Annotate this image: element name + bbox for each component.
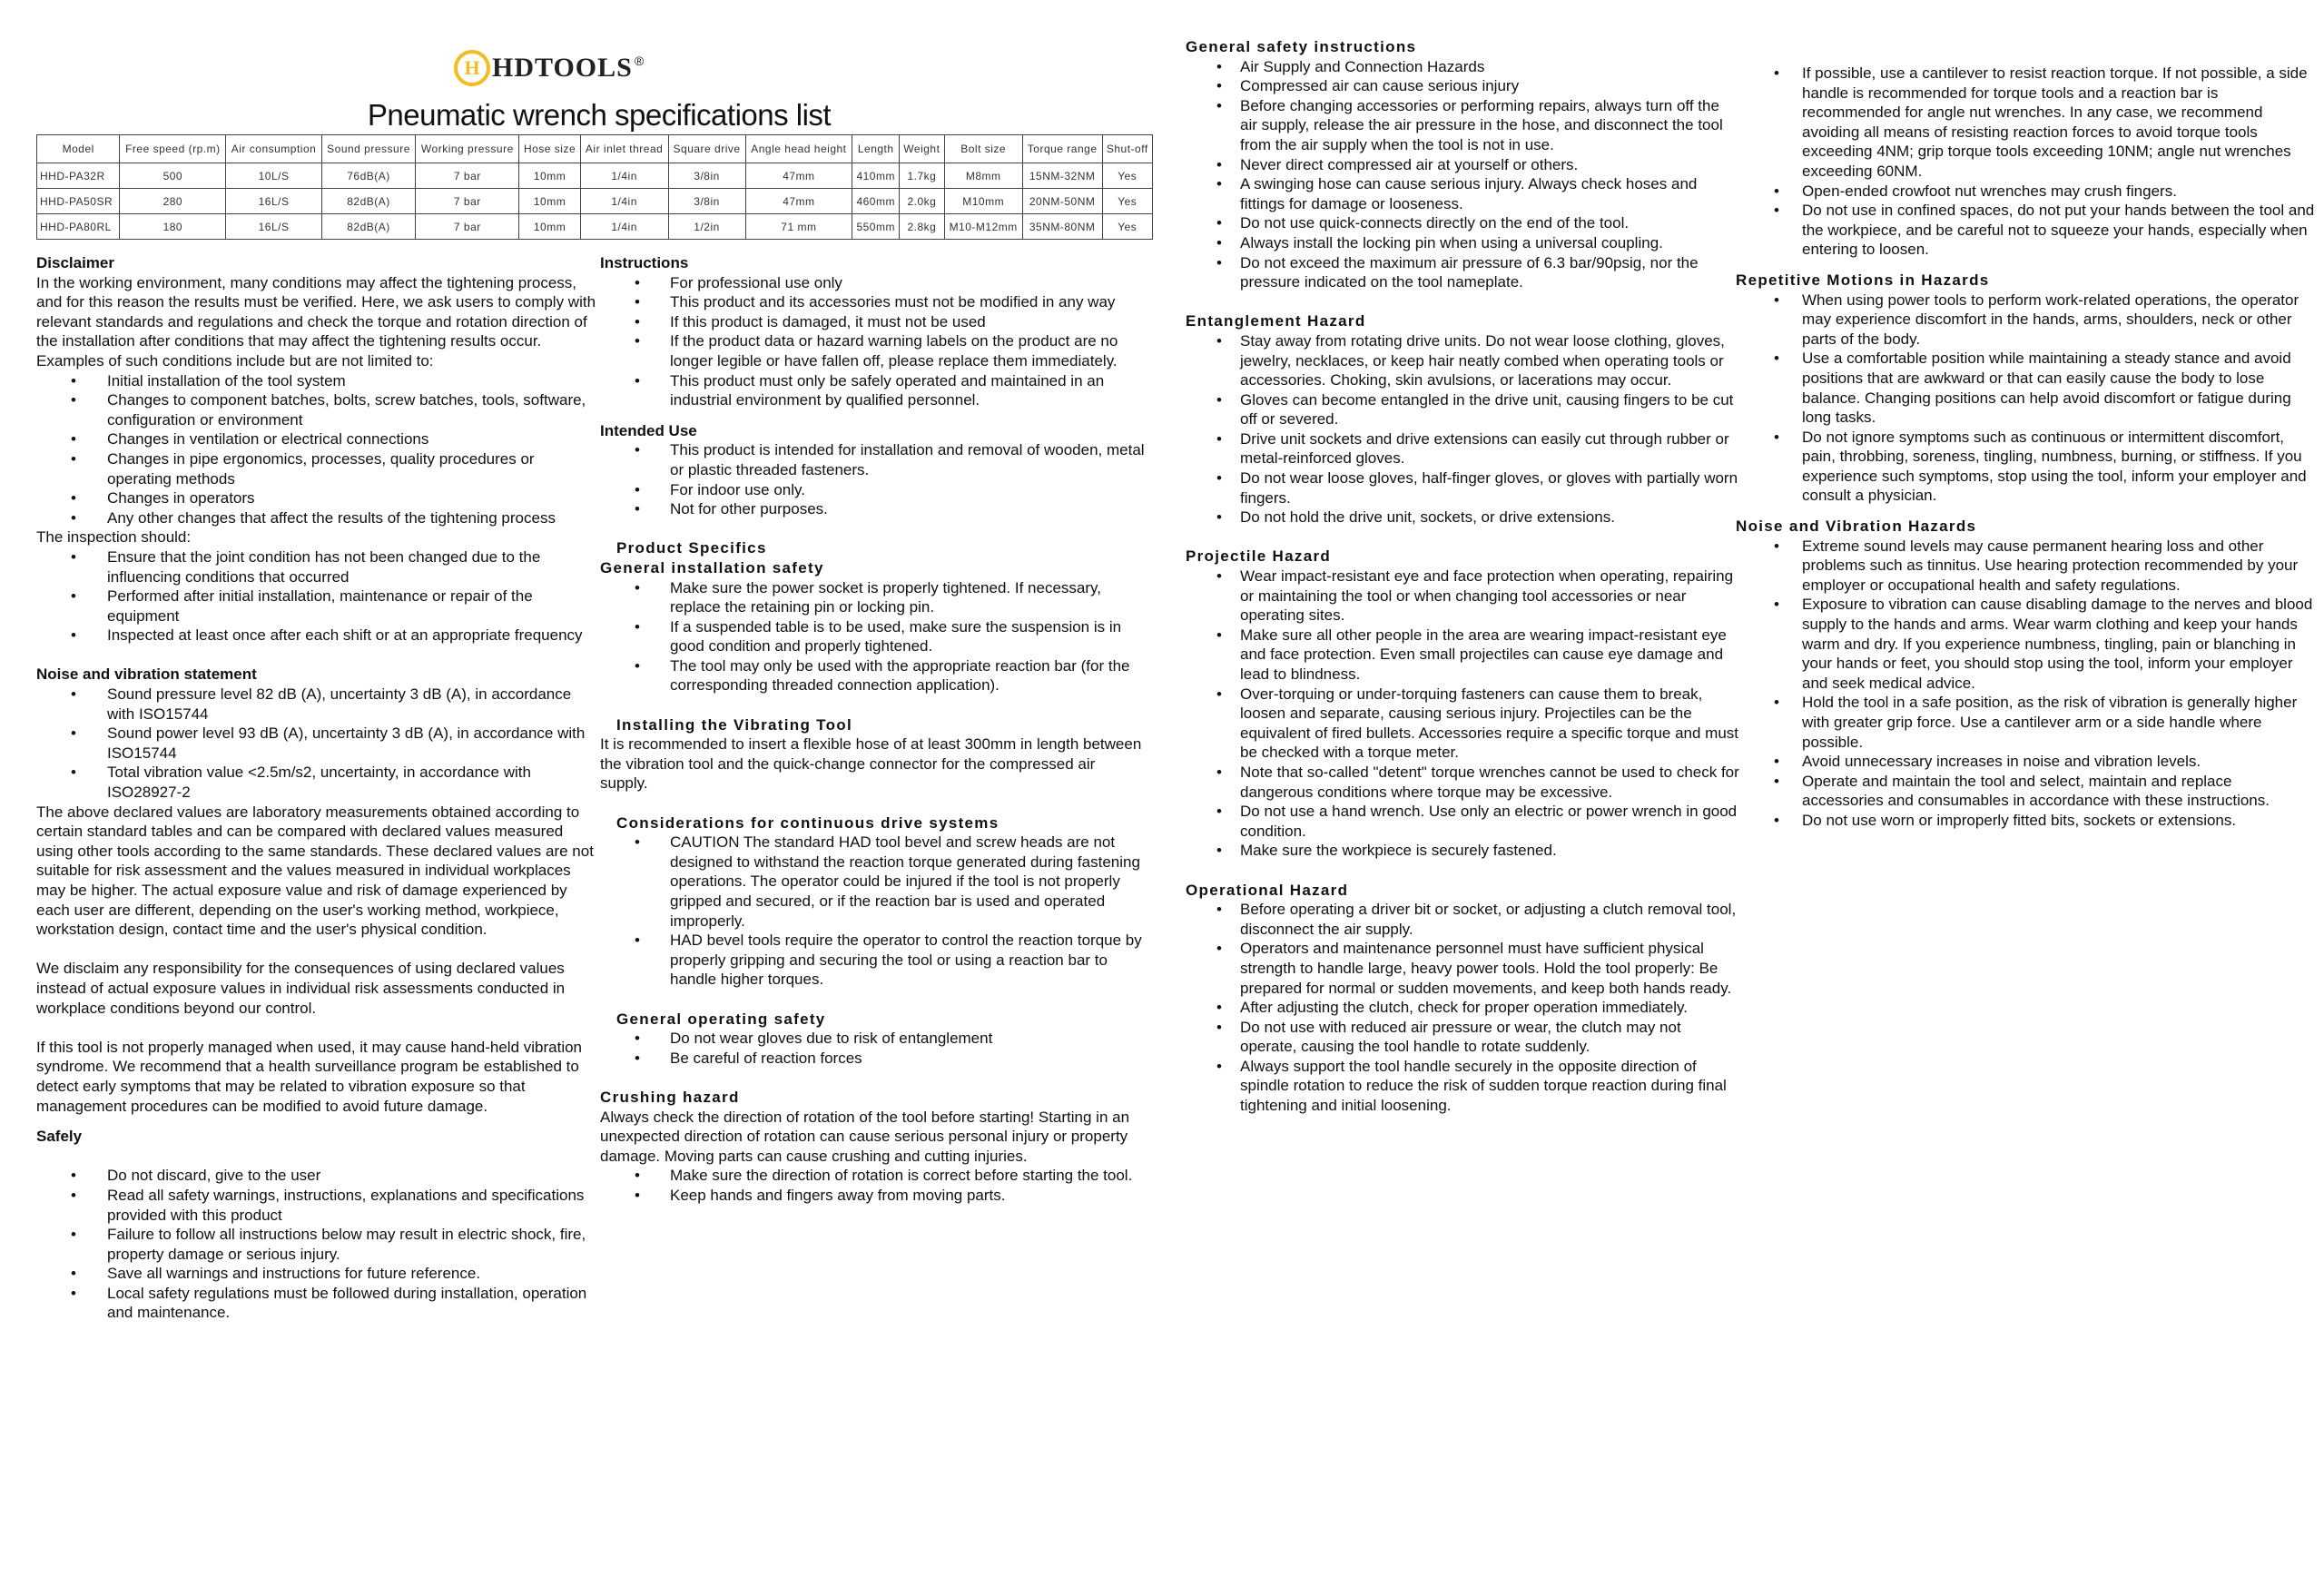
list-item: • If the product data or hazard warning labels on the product are no longer legible or have fallen off, please replace them immediately.: [600, 331, 1145, 370]
list-item: • Do not use a hand wrench. Use only an electric or power wrench in good condition.: [1186, 802, 1739, 841]
table-cell: M10mm: [944, 189, 1022, 214]
table-cell: 71 mm: [745, 214, 852, 240]
list-item: • Changes in ventilation or electrical connections: [36, 429, 601, 449]
list-item: • Over-torquing or under-torquing fasteners can cause them to break, loosen and separate, causing serious injury. Projectiles can be the equivalent of fired bullets. Accessories require a specific torque and must be checked with a torque meter.: [1186, 685, 1739, 763]
table-cell: 2.0kg: [900, 189, 944, 214]
list-item: • The tool may only be used with the appropriate reaction bar (for the corresponding threaded connection application).: [600, 656, 1145, 695]
table-cell: 1/4in: [580, 214, 668, 240]
bullet-list: [600, 440, 1145, 518]
table-cell: 76dB(A): [321, 163, 416, 189]
list-item: • Local safety regulations must be followed during installation, operation and maintenance.: [36, 1284, 601, 1323]
column-header: Air consumption: [226, 135, 321, 163]
table-cell: 16L/S: [226, 214, 321, 240]
list-item: • This product must only be safely operated and maintained in an industrial environment by qualified personnel.: [600, 371, 1145, 410]
bullet-list: [36, 371, 601, 528]
list-item: • Do not discard, give to the user: [36, 1166, 601, 1186]
table-cell: 10mm: [519, 189, 580, 214]
column-header: Bolt size: [944, 135, 1022, 163]
bullet-list: [600, 578, 1145, 696]
paragraph: The inspection should:: [36, 528, 192, 547]
list-item: • Performed after initial installation, maintenance or repair of the equipment: [36, 586, 601, 626]
table-cell: 47mm: [745, 163, 852, 189]
bullet-list: [1736, 64, 2317, 260]
table-row: [37, 163, 1153, 189]
bullet-list: [1736, 537, 2317, 831]
list-item: • Drive unit sockets and drive extensions can easily cut through rubber or metal-reinforced gloves.: [1186, 429, 1739, 468]
list-item: • Always support the tool handle securely in the opposite direction of spindle rotation to reduce the risk of sudden torque reaction during final tightening and initial loosening.: [1186, 1057, 1739, 1116]
table-cell: 2.8kg: [900, 214, 944, 240]
list-item: • Do not ignore symptoms such as continuous or intermittent discomfort, pain, throbbing, soreness, tingling, numbness, burning, or stiffness. If you experience such symptoms, stop using the tool, inform your employer and consult a physician.: [1736, 428, 2317, 506]
logo-text: HDTOOLS: [492, 53, 633, 83]
paragraph: It is recommended to insert a flexible hose of at least 300mm in length between the vibration tool and the quick-change connector for the compressed air supply.: [600, 735, 1142, 793]
bullet-list: [600, 1029, 1145, 1068]
table-cell: 20NM-50NM: [1022, 189, 1102, 214]
section-heading: Instructions: [600, 254, 689, 271]
section-heading: Projectile Hazard: [1186, 547, 1332, 566]
logo-mark-icon: H: [454, 50, 490, 86]
section-heading: General operating safety: [616, 1010, 826, 1028]
brand-logo: [454, 45, 644, 91]
list-item: • Make sure the direction of rotation is correct before starting the tool.: [600, 1166, 1145, 1186]
paragraph: The above declared values are laboratory measurements obtained according to certain standard tables and can be compared with declared values measured using other tools according to the same standards. These declared values are not suitable for risk assessment and the values measured in individual workplaces may be higher. The actual exposure value and risk of damage experienced by each user are different, depending on the user's working method, workpiece, workstation design, contact time and the user's physical condition.: [36, 803, 594, 939]
column-2: [600, 253, 1145, 1206]
list-item: • Hold the tool in a safe position, as the risk of vibration is generally higher with greater grip force. Use a cantilever arm or a side handle where possible.: [1736, 693, 2317, 752]
table-cell: 1/2in: [668, 214, 745, 240]
table-cell: 35NM-80NM: [1022, 214, 1102, 240]
column-header: Working pressure: [416, 135, 519, 163]
column-4: [1736, 64, 2317, 831]
list-item: • CAUTION The standard HAD tool bevel and screw heads are not designed to withstand the reaction torque generated during fastening operations. The operator could be injured if the tool is not properly gripped and secured, or if the reaction bar is used and operated improperly.: [600, 833, 1145, 931]
section-heading: Intended Use: [600, 421, 697, 439]
list-item: • Make sure the workpiece is securely fastened.: [1186, 841, 1739, 861]
table-cell: M8mm: [944, 163, 1022, 189]
column-header: Hose size: [519, 135, 580, 163]
table-header-row: [37, 135, 1153, 163]
list-item: • Avoid unnecessary increases in noise and vibration levels.: [1736, 752, 2317, 772]
table-cell: 7 bar: [416, 163, 519, 189]
list-item: • Read all safety warnings, instructions, explanations and specifications provided with this product: [36, 1186, 601, 1225]
spec-table: [36, 134, 1153, 240]
bullet-list: [600, 833, 1145, 990]
column-1: [36, 253, 601, 1323]
section-heading: Noise and Vibration Hazards: [1736, 517, 1977, 536]
list-item: • Stay away from rotating drive units. Do not wear loose clothing, gloves, jewelry, necklaces, or keep hair neatly combed when operating tools or accessories. Choking, skin avulsions, or lacerations may occur.: [1186, 331, 1739, 390]
list-item: • If a suspended table is to be used, make sure the suspension is in good condition and properly tightened.: [600, 617, 1145, 656]
section-heading: Considerations for continuous drive systems: [616, 813, 1000, 832]
column-header: Angle head height: [745, 135, 852, 163]
paragraph: In the working environment, many conditions may affect the tightening process, and for this reason the results must be verified. Here, we ask users to comply with relevant standards and regulations and check the torque and rotation direction of the installation after conditions that may affect the tightening results occur. Examples of such conditions include but are not limited to:: [36, 273, 596, 370]
table-cell: Yes: [1102, 214, 1152, 240]
list-item: • Do not use quick-connects directly on the end of the tool.: [1186, 213, 1739, 233]
list-item: • Operators and maintenance personnel must have sufficient physical strength to handle large, heavy power tools. Hold the tool properly: Be prepared for normal or sudden movements, and keep both hands ready.: [1186, 939, 1739, 998]
bullet-list: [600, 273, 1145, 410]
list-item: • Do not use in confined spaces, do not put your hands between the tool and the workpiece, and be careful not to squeeze your hands, especially when entering to loosen.: [1736, 201, 2317, 260]
table-cell: 10mm: [519, 163, 580, 189]
list-item: • Make sure the power socket is properly tightened. If necessary, replace the retaining pin or locking pin.: [600, 578, 1145, 617]
section-heading: Noise and vibration statement: [36, 665, 257, 684]
list-item: • For professional use only: [600, 273, 1145, 293]
list-item: • Inspected at least once after each shift or at an appropriate frequency: [36, 626, 601, 646]
bullet-list: [1186, 331, 1739, 527]
table-cell: 1/4in: [580, 163, 668, 189]
paragraph: Always check the direction of rotation of the tool before starting! Starting in an unexpected direction of rotation can cause serious personal injury or property damage. Moving parts can cause crushing and cutting injuries.: [600, 1108, 1130, 1165]
table-cell: HHD-PA80RL: [37, 214, 120, 240]
registered-mark: ®: [634, 54, 645, 68]
list-item: • Before changing accessories or performing repairs, always turn off the air supply, release the air pressure in the hose, and disconnect the tool from the air supply when the tool is not in use.: [1186, 96, 1739, 155]
table-cell: 3/8in: [668, 189, 745, 214]
list-item: • Changes in operators: [36, 488, 601, 508]
list-item: • Ensure that the joint condition has not been changed due to the influencing conditions that occurred: [36, 547, 601, 586]
column-header: Weight: [900, 135, 944, 163]
bullet-list: [600, 1166, 1145, 1205]
section-heading: Crushing hazard: [600, 1088, 740, 1106]
list-item: • If possible, use a cantilever to resist reaction torque. If not possible, a side handle is recommended for torque tools and a reaction bar is recommended for angle nut wrenches. In any case, we recommend avoiding all means of resisting reaction forces to avoid torque tools exceeding 4NM; grip torque tools exceeding 10NM; angle nut wrenches exceeding 60NM.: [1736, 64, 2317, 182]
list-item: • Initial installation of the tool system: [36, 371, 601, 391]
section-heading: Installing the Vibrating Tool: [616, 715, 852, 734]
column-header: Square drive: [668, 135, 745, 163]
list-item: • Keep hands and fingers away from moving parts.: [600, 1186, 1145, 1206]
list-item: • Exposure to vibration can cause disabling damage to the nerves and blood supply to the hands and arms. Wear warm clothing and keep your hands warm and dry. If you experience numbness, tingling, pain or blanching in your hands or feet, you should stop using the tool, inform your employer and seek medical advice.: [1736, 595, 2317, 693]
list-item: • Sound pressure level 82 dB (A), uncertainty 3 dB (A), in accordance with ISO15744: [36, 685, 601, 724]
bullet-list: [1186, 57, 1739, 292]
section-heading: Repetitive Motions in Hazards: [1736, 271, 1990, 289]
table-cell: 10L/S: [226, 163, 321, 189]
list-item: • Do not use with reduced air pressure or wear, the clutch may not operate, causing the tool handle to rotate suddenly.: [1186, 1018, 1739, 1057]
column-header: Torque range: [1022, 135, 1102, 163]
column-header: Shut-off: [1102, 135, 1152, 163]
list-item: • Always install the locking pin when using a universal coupling.: [1186, 233, 1739, 253]
table-cell: HHD-PA32R: [37, 163, 120, 189]
table-row: [37, 189, 1153, 214]
section-heading: Operational Hazard: [1186, 881, 1349, 899]
table-cell: M10-M12mm: [944, 214, 1022, 240]
list-item: • Do not hold the drive unit, sockets, or drive extensions.: [1186, 508, 1739, 527]
list-item: • HAD bevel tools require the operator to control the reaction torque by properly gripping and securing the tool or using a reaction bar to handle higher torques.: [600, 931, 1145, 990]
section-heading: General installation safety: [600, 558, 824, 577]
list-item: • A swinging hose can cause serious injury. Always check hoses and fittings for damage or looseness.: [1186, 174, 1739, 213]
bullet-list: [1186, 900, 1739, 1116]
table-cell: 550mm: [852, 214, 900, 240]
column-header: Model: [37, 135, 120, 163]
column-header: Free speed (rp.m): [120, 135, 226, 163]
table-cell: 7 bar: [416, 189, 519, 214]
table-cell: 3/8in: [668, 163, 745, 189]
table-cell: 1/4in: [580, 189, 668, 214]
list-item: • Operate and maintain the tool and select, maintain and replace accessories and consumables in accordance with these instructions.: [1736, 772, 2317, 811]
bullet-list: [1736, 291, 2317, 507]
list-item: • Changes to component batches, bolts, screw batches, tools, software, configuration or environment: [36, 390, 601, 429]
table-cell: 15NM-32NM: [1022, 163, 1102, 189]
table-cell: Yes: [1102, 189, 1152, 214]
bullet-list: [36, 1166, 601, 1323]
list-item: • Do not exceed the maximum air pressure of 6.3 bar/90psig, nor the pressure indicated on the tool nameplate.: [1186, 253, 1739, 292]
table-cell: 460mm: [852, 189, 900, 214]
column-header: Air inlet thread: [580, 135, 668, 163]
paragraph: We disclaim any responsibility for the consequences of using declared values instead of actual exposure values in individual risk assessments conducted in workplace conditions beyond our control.: [36, 960, 566, 1017]
list-item: • Compressed air can cause serious injury: [1186, 76, 1739, 96]
table-cell: 180: [120, 214, 226, 240]
table-cell: 410mm: [852, 163, 900, 189]
list-item: • Any other changes that affect the results of the tightening process: [36, 508, 601, 528]
section-heading: General safety instructions: [1186, 38, 1417, 55]
bullet-list: [36, 547, 601, 646]
table-cell: 47mm: [745, 189, 852, 214]
list-item: • Do not wear loose gloves, half-finger gloves, or gloves with partially worn fingers.: [1186, 468, 1739, 508]
list-item: • Save all warnings and instructions for future reference.: [36, 1264, 601, 1284]
list-item: • Not for other purposes.: [600, 499, 1145, 519]
column-header: Length: [852, 135, 900, 163]
list-item: • Make sure all other people in the area are wearing impact-resistant eye and face protection. Even small projectiles can cause eye damage and lead to blindness.: [1186, 626, 1739, 685]
list-item: • Sound power level 93 dB (A), uncertainty 3 dB (A), in accordance with ISO15744: [36, 724, 601, 763]
table-cell: 500: [120, 163, 226, 189]
list-item: • Be careful of reaction forces: [600, 1049, 1145, 1069]
list-item: • Failure to follow all instructions below may result in electric shock, fire, property damage or serious injury.: [36, 1225, 601, 1264]
list-item: • Extreme sound levels may cause permanent hearing loss and other problems such as tinnitus. Use hearing protection recommended by your employer or occupational health and safety regulations.: [1736, 537, 2317, 596]
table-cell: 280: [120, 189, 226, 214]
table-cell: 1.7kg: [900, 163, 944, 189]
list-item: • When using power tools to perform work-related operations, the operator may experience discomfort in the hands, arms, shoulders, neck or other parts of the body.: [1736, 291, 2317, 350]
list-item: • Never direct compressed air at yourself or others.: [1186, 155, 1739, 175]
list-item: • Before operating a driver bit or socket, or adjusting a clutch removal tool, disconnect the air supply.: [1186, 900, 1739, 939]
list-item: • Do not wear gloves due to risk of entanglement: [600, 1029, 1145, 1049]
table-cell: Yes: [1102, 163, 1152, 189]
section-heading: Entanglement Hazard: [1186, 312, 1366, 330]
bullet-list: [36, 685, 601, 803]
table-row: [37, 214, 1153, 240]
list-item: • Changes in pipe ergonomics, processes, quality procedures or operating methods: [36, 449, 601, 488]
bullet-list: [1186, 567, 1739, 861]
table-cell: HHD-PA50SR: [37, 189, 120, 214]
list-item: • After adjusting the clutch, check for proper operation immediately.: [1186, 998, 1739, 1018]
list-item: • Total vibration value <2.5m/s2, uncertainty, in accordance with ISO28927-2: [36, 763, 601, 802]
document-title: Pneumatic wrench specifications list: [367, 98, 832, 132]
list-item: • Gloves can become entangled in the drive unit, causing fingers to be cut off or severed.: [1186, 390, 1739, 429]
table-cell: 16L/S: [226, 189, 321, 214]
list-item: • Open-ended crowfoot nut wrenches may crush fingers.: [1736, 182, 2317, 202]
list-item: • If this product is damaged, it must not be used: [600, 312, 1145, 332]
table-cell: 82dB(A): [321, 214, 416, 240]
list-item: • Air Supply and Connection Hazards: [1186, 57, 1739, 77]
table-cell: 10mm: [519, 214, 580, 240]
list-item: • This product is intended for installation and removal of wooden, metal or plastic threaded fasteners.: [600, 440, 1145, 479]
section-heading: Product Specifics: [616, 539, 767, 557]
list-item: • Use a comfortable position while maintaining a steady stance and avoid positions that are awkward or that can easily cause the body to lose balance. Changing positions can help avoid discomfort or fatigue during long tasks.: [1736, 349, 2317, 427]
list-item: • For indoor use only.: [600, 480, 1145, 500]
list-item: • Wear impact-resistant eye and face protection when operating, repairing or maintaining the tool or when changing tool accessories or near operating sites.: [1186, 567, 1739, 626]
paragraph: If this tool is not properly managed when used, it may cause hand-held vibration syndrome. We recommend that a health surveillance program be established to detect early symptoms that may be related to vibration exposure so that management procedures can be modified to avoid future damage.: [36, 1038, 583, 1115]
section-heading: Disclaimer: [36, 254, 114, 271]
table-cell: 7 bar: [416, 214, 519, 240]
section-heading: Safely: [36, 1128, 83, 1146]
list-item: • Note that so-called "detent" torque wrenches cannot be used to check for dangerous conditions where torque may be excessive.: [1186, 763, 1739, 802]
list-item: • Do not use worn or improperly fitted bits, sockets or extensions.: [1736, 811, 2317, 831]
list-item: • This product and its accessories must not be modified in any way: [600, 292, 1145, 312]
column-3: [1186, 37, 1739, 1116]
table-cell: 82dB(A): [321, 189, 416, 214]
column-header: Sound pressure: [321, 135, 416, 163]
